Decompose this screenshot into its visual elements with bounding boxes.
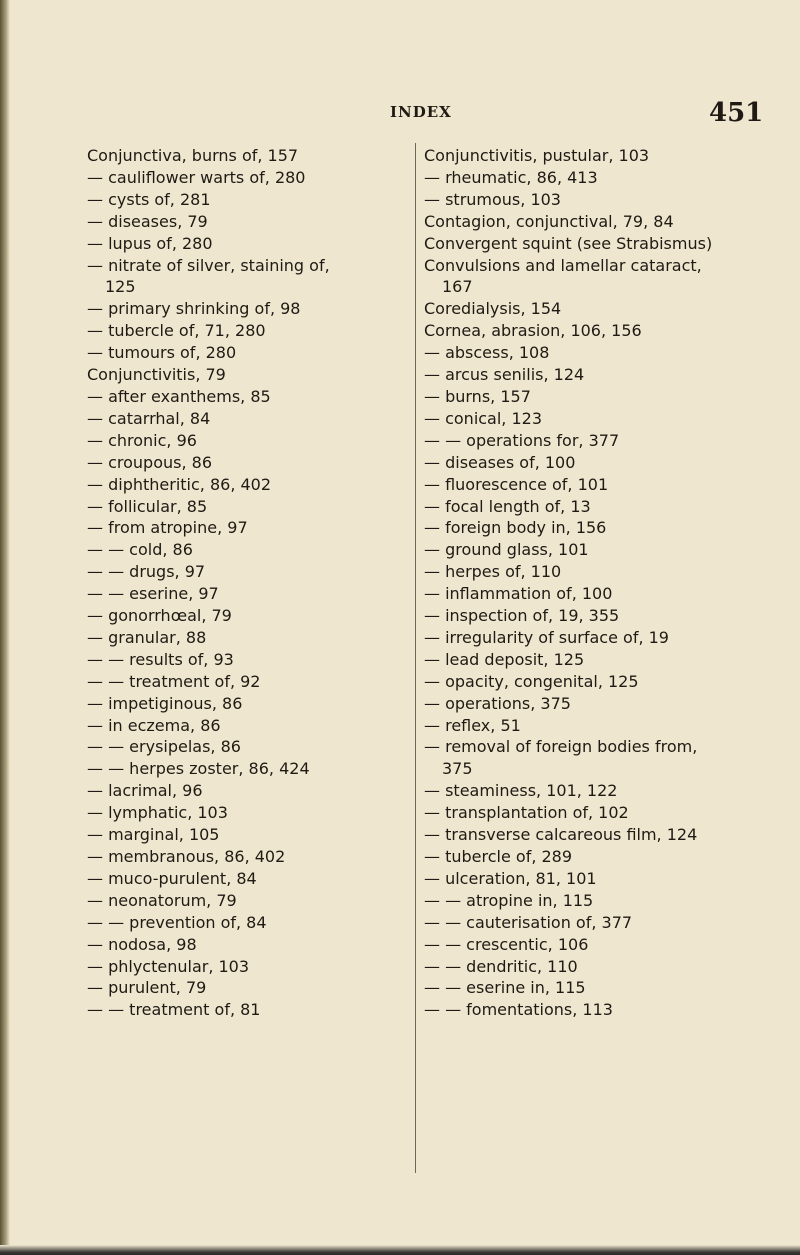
index-entry: — diphtheritic, 86, 402 (87, 474, 272, 494)
index-entry: — herpes of, 110 (424, 562, 562, 582)
index-entry: Convergent squint (see Strabismus) (424, 233, 713, 253)
page-number: 451 (709, 98, 764, 128)
index-entry: — steaminess, 101, 122 (424, 781, 618, 801)
index-entry: — — cold, 86 (87, 540, 193, 560)
index-entry: — diseases, 79 (87, 211, 208, 231)
index-entry: — inspection of, 19, 355 (424, 606, 620, 626)
index-entry: 125 (105, 277, 136, 297)
index-entry: — — atropine in, 115 (424, 890, 594, 910)
index-entry: — lupus of, 280 (87, 233, 213, 253)
page-bottom-edge (0, 1245, 800, 1255)
index-entry: — tubercle of, 71, 280 (87, 321, 266, 341)
index-entry: — removal of foreign bodies from, (424, 737, 698, 757)
index-entry: — reflex, 51 (424, 715, 521, 735)
index-entry: — from atropine, 97 (87, 518, 248, 538)
index-entry: — — eserine in, 115 (424, 978, 586, 998)
index-entry: — croupous, 86 (87, 452, 212, 472)
index-entry: — primary shrinking of, 98 (87, 299, 301, 319)
index-entry: — conical, 123 (424, 408, 543, 428)
index-entry: — — treatment of, 81 (87, 1000, 261, 1020)
index-entry: — arcus senilis, 124 (424, 365, 585, 385)
index-entry: — inflammation of, 100 (424, 584, 613, 604)
index-column-right (424, 145, 754, 1021)
index-entry: — — treatment of, 92 (87, 671, 261, 691)
index-entry: — follicular, 85 (87, 496, 208, 516)
index-entry: Contagion, conjunctival, 79, 84 (424, 211, 674, 231)
running-header: INDEX (390, 103, 452, 121)
index-entry: — lead deposit, 125 (424, 649, 585, 669)
index-entry: — diseases of, 100 (424, 452, 576, 472)
index-entry: — operations, 375 (424, 693, 571, 713)
index-entry: — — crescentic, 106 (424, 934, 589, 954)
index-entry: — muco-purulent, 84 (87, 868, 257, 888)
index-entry: — — herpes zoster, 86, 424 (87, 759, 310, 779)
index-entry: — gonorrhœal, 79 (87, 606, 232, 626)
index-entry: Conjunctivitis, 79 (87, 365, 226, 385)
index-entry: — — operations for, 377 (424, 430, 620, 450)
index-entry: — neonatorum, 79 (87, 890, 237, 910)
index-entry: — ground glass, 101 (424, 540, 589, 560)
index-entry: — lacrimal, 96 (87, 781, 203, 801)
index-entry: — lymphatic, 103 (87, 803, 228, 823)
index-entry: — — dendritic, 110 (424, 956, 578, 976)
index-entry: — — erysipelas, 86 (87, 737, 241, 757)
index-entry: — burns, 157 (424, 386, 531, 406)
index-entry: Conjunctivitis, pustular, 103 (424, 146, 650, 165)
index-entry: — in eczema, 86 (87, 715, 221, 735)
index-entry: — — eserine, 97 (87, 584, 219, 604)
index-entry: — fluorescence of, 101 (424, 474, 609, 494)
index-entry: — membranous, 86, 402 (87, 847, 286, 866)
index-entry: — foreign body in, 156 (424, 518, 607, 538)
index-entry: — cysts of, 281 (87, 189, 211, 209)
index-entry: — — results of, 93 (87, 649, 234, 669)
index-entry: — — cauterisation of, 377 (424, 912, 633, 932)
index-entry: — catarrhal, 84 (87, 408, 211, 428)
index-entry: — — drugs, 97 (87, 562, 206, 582)
index-entry: Conjunctiva, burns of, 157 (87, 146, 299, 165)
index-entry: — nodosa, 98 (87, 934, 197, 954)
index-entry: — tubercle of, 289 (424, 847, 573, 866)
index-entry: — — fomentations, 113 (424, 1000, 613, 1020)
index-entry: — opacity, congenital, 125 (424, 671, 639, 691)
index-entry: — focal length of, 13 (424, 496, 591, 516)
index-entry: — phlyctenular, 103 (87, 956, 250, 976)
index-entry: — transverse calcareous film, 124 (424, 825, 698, 845)
index-entry: 167 (442, 277, 473, 297)
index-entry: — purulent, 79 (87, 978, 207, 998)
index-entry: — chronic, 96 (87, 430, 197, 450)
index-entry: — rheumatic, 86, 413 (424, 167, 598, 187)
index-entry: — granular, 88 (87, 627, 207, 647)
index-column-left (87, 145, 417, 1021)
index-entry: — transplantation of, 102 (424, 803, 629, 823)
index-entry: — cauliflower warts of, 280 (87, 167, 306, 187)
page-left-edge (0, 0, 10, 1255)
index-entry: — irregularity of surface of, 19 (424, 627, 669, 647)
index-entry: Coredialysis, 154 (424, 299, 562, 319)
index-entry: — ulceration, 81, 101 (424, 868, 597, 888)
index-entry: — — prevention of, 84 (87, 912, 267, 932)
index-entry: — impetiginous, 86 (87, 693, 243, 713)
index-entry: — abscess, 108 (424, 343, 550, 363)
index-entry: — strumous, 103 (424, 189, 561, 209)
index-entry: — tumours of, 280 (87, 343, 237, 363)
index-entry: 375 (442, 759, 473, 779)
index-entry: Convulsions and lamellar cataract, (424, 255, 702, 275)
index-entry: — marginal, 105 (87, 825, 220, 845)
column-divider (415, 143, 416, 1173)
index-entry: — nitrate of silver, staining of, (87, 255, 330, 275)
index-entry: — after exanthems, 85 (87, 386, 271, 406)
index-entry: Cornea, abrasion, 106, 156 (424, 321, 642, 341)
